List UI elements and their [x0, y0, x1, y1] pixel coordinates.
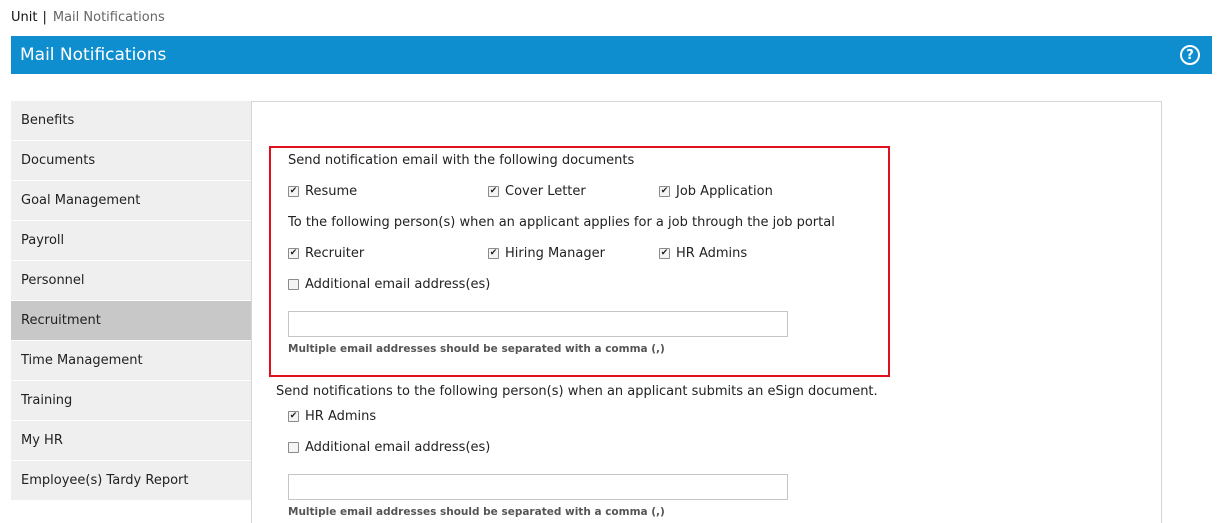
sidebar — [11, 101, 251, 501]
sidebar-item-time-management[interactable]: Time Management — [11, 341, 251, 381]
recruiter-label: Recruiter — [305, 246, 365, 261]
sidebar-item-documents[interactable]: Documents — [11, 141, 251, 181]
additional-email-checkbox[interactable] — [288, 279, 299, 290]
hr-admins-checkbox[interactable]: ✔ — [660, 248, 669, 258]
job-application-checkbox-row[interactable] — [659, 184, 773, 199]
page-title: Mail Notifications — [20, 45, 167, 65]
esign-hr-admins-checkbox[interactable]: ✔ — [289, 411, 298, 421]
sidebar-item-my-hr[interactable]: My HR — [11, 421, 251, 461]
esign-email-hint: Multiple email addresses should be separated with a comma (,) — [288, 506, 665, 518]
recipients-heading: To the following person(s) when an applicant applies for a job through the job portal — [288, 215, 835, 230]
hiring-manager-checkbox[interactable]: ✔ — [489, 248, 498, 258]
help-icon[interactable]: ? — [1180, 45, 1200, 65]
resume-label: Resume — [305, 184, 358, 199]
esign-additional-email-label: Additional email address(es) — [305, 440, 491, 455]
hiring-manager-label: Hiring Manager — [505, 246, 605, 261]
hr-admins-checkbox-row[interactable] — [659, 246, 747, 261]
sidebar-item-recruitment[interactable]: Recruitment — [11, 301, 251, 341]
esign-hr-admins-checkbox-row[interactable] — [288, 409, 376, 424]
hiring-manager-checkbox-row[interactable] — [488, 246, 605, 261]
cover-letter-checkbox[interactable]: ✔ — [489, 186, 498, 196]
job-application-checkbox[interactable]: ✔ — [660, 186, 669, 196]
additional-email-label: Additional email address(es) — [305, 277, 491, 292]
sidebar-item-personnel[interactable]: Personnel — [11, 261, 251, 301]
breadcrumb-unit[interactable]: Unit — [11, 9, 38, 25]
recruiter-checkbox-row[interactable] — [288, 246, 364, 261]
breadcrumb-current: Mail Notifications — [52, 9, 165, 25]
esign-hr-admins-label: HR Admins — [305, 409, 377, 424]
additional-email-checkbox-row[interactable] — [288, 277, 490, 292]
job-application-label: Job Application — [676, 184, 773, 199]
page-header — [11, 36, 1212, 74]
esign-additional-email-input[interactable] — [288, 474, 788, 500]
sidebar-item-goal-management[interactable]: Goal Management — [11, 181, 251, 221]
documents-heading: Send notification email with the following documents — [288, 153, 635, 168]
cover-letter-label: Cover Letter — [505, 184, 586, 199]
cover-letter-checkbox-row[interactable] — [488, 184, 586, 199]
breadcrumb-separator: | — [42, 9, 47, 25]
sidebar-item-employee-tardy-report[interactable]: Employee(s) Tardy Report — [11, 461, 251, 501]
breadcrumb — [11, 8, 165, 26]
sidebar-item-benefits[interactable]: Benefits — [11, 101, 251, 141]
esign-additional-email-checkbox[interactable] — [288, 442, 299, 453]
resume-checkbox[interactable]: ✔ — [289, 186, 298, 196]
email-hint: Multiple email addresses should be separated with a comma (,) — [288, 343, 665, 355]
sidebar-item-training[interactable]: Training — [11, 381, 251, 421]
hr-admins-label: HR Admins — [676, 246, 748, 261]
recruiter-checkbox[interactable]: ✔ — [289, 248, 298, 258]
sidebar-item-payroll[interactable]: Payroll — [11, 221, 251, 261]
resume-checkbox-row[interactable] — [288, 184, 357, 199]
additional-email-input[interactable] — [288, 311, 788, 337]
esign-heading: Send notifications to the following person(s) when an applicant submits an eSign document. — [276, 384, 878, 399]
esign-additional-email-checkbox-row[interactable] — [288, 440, 490, 455]
